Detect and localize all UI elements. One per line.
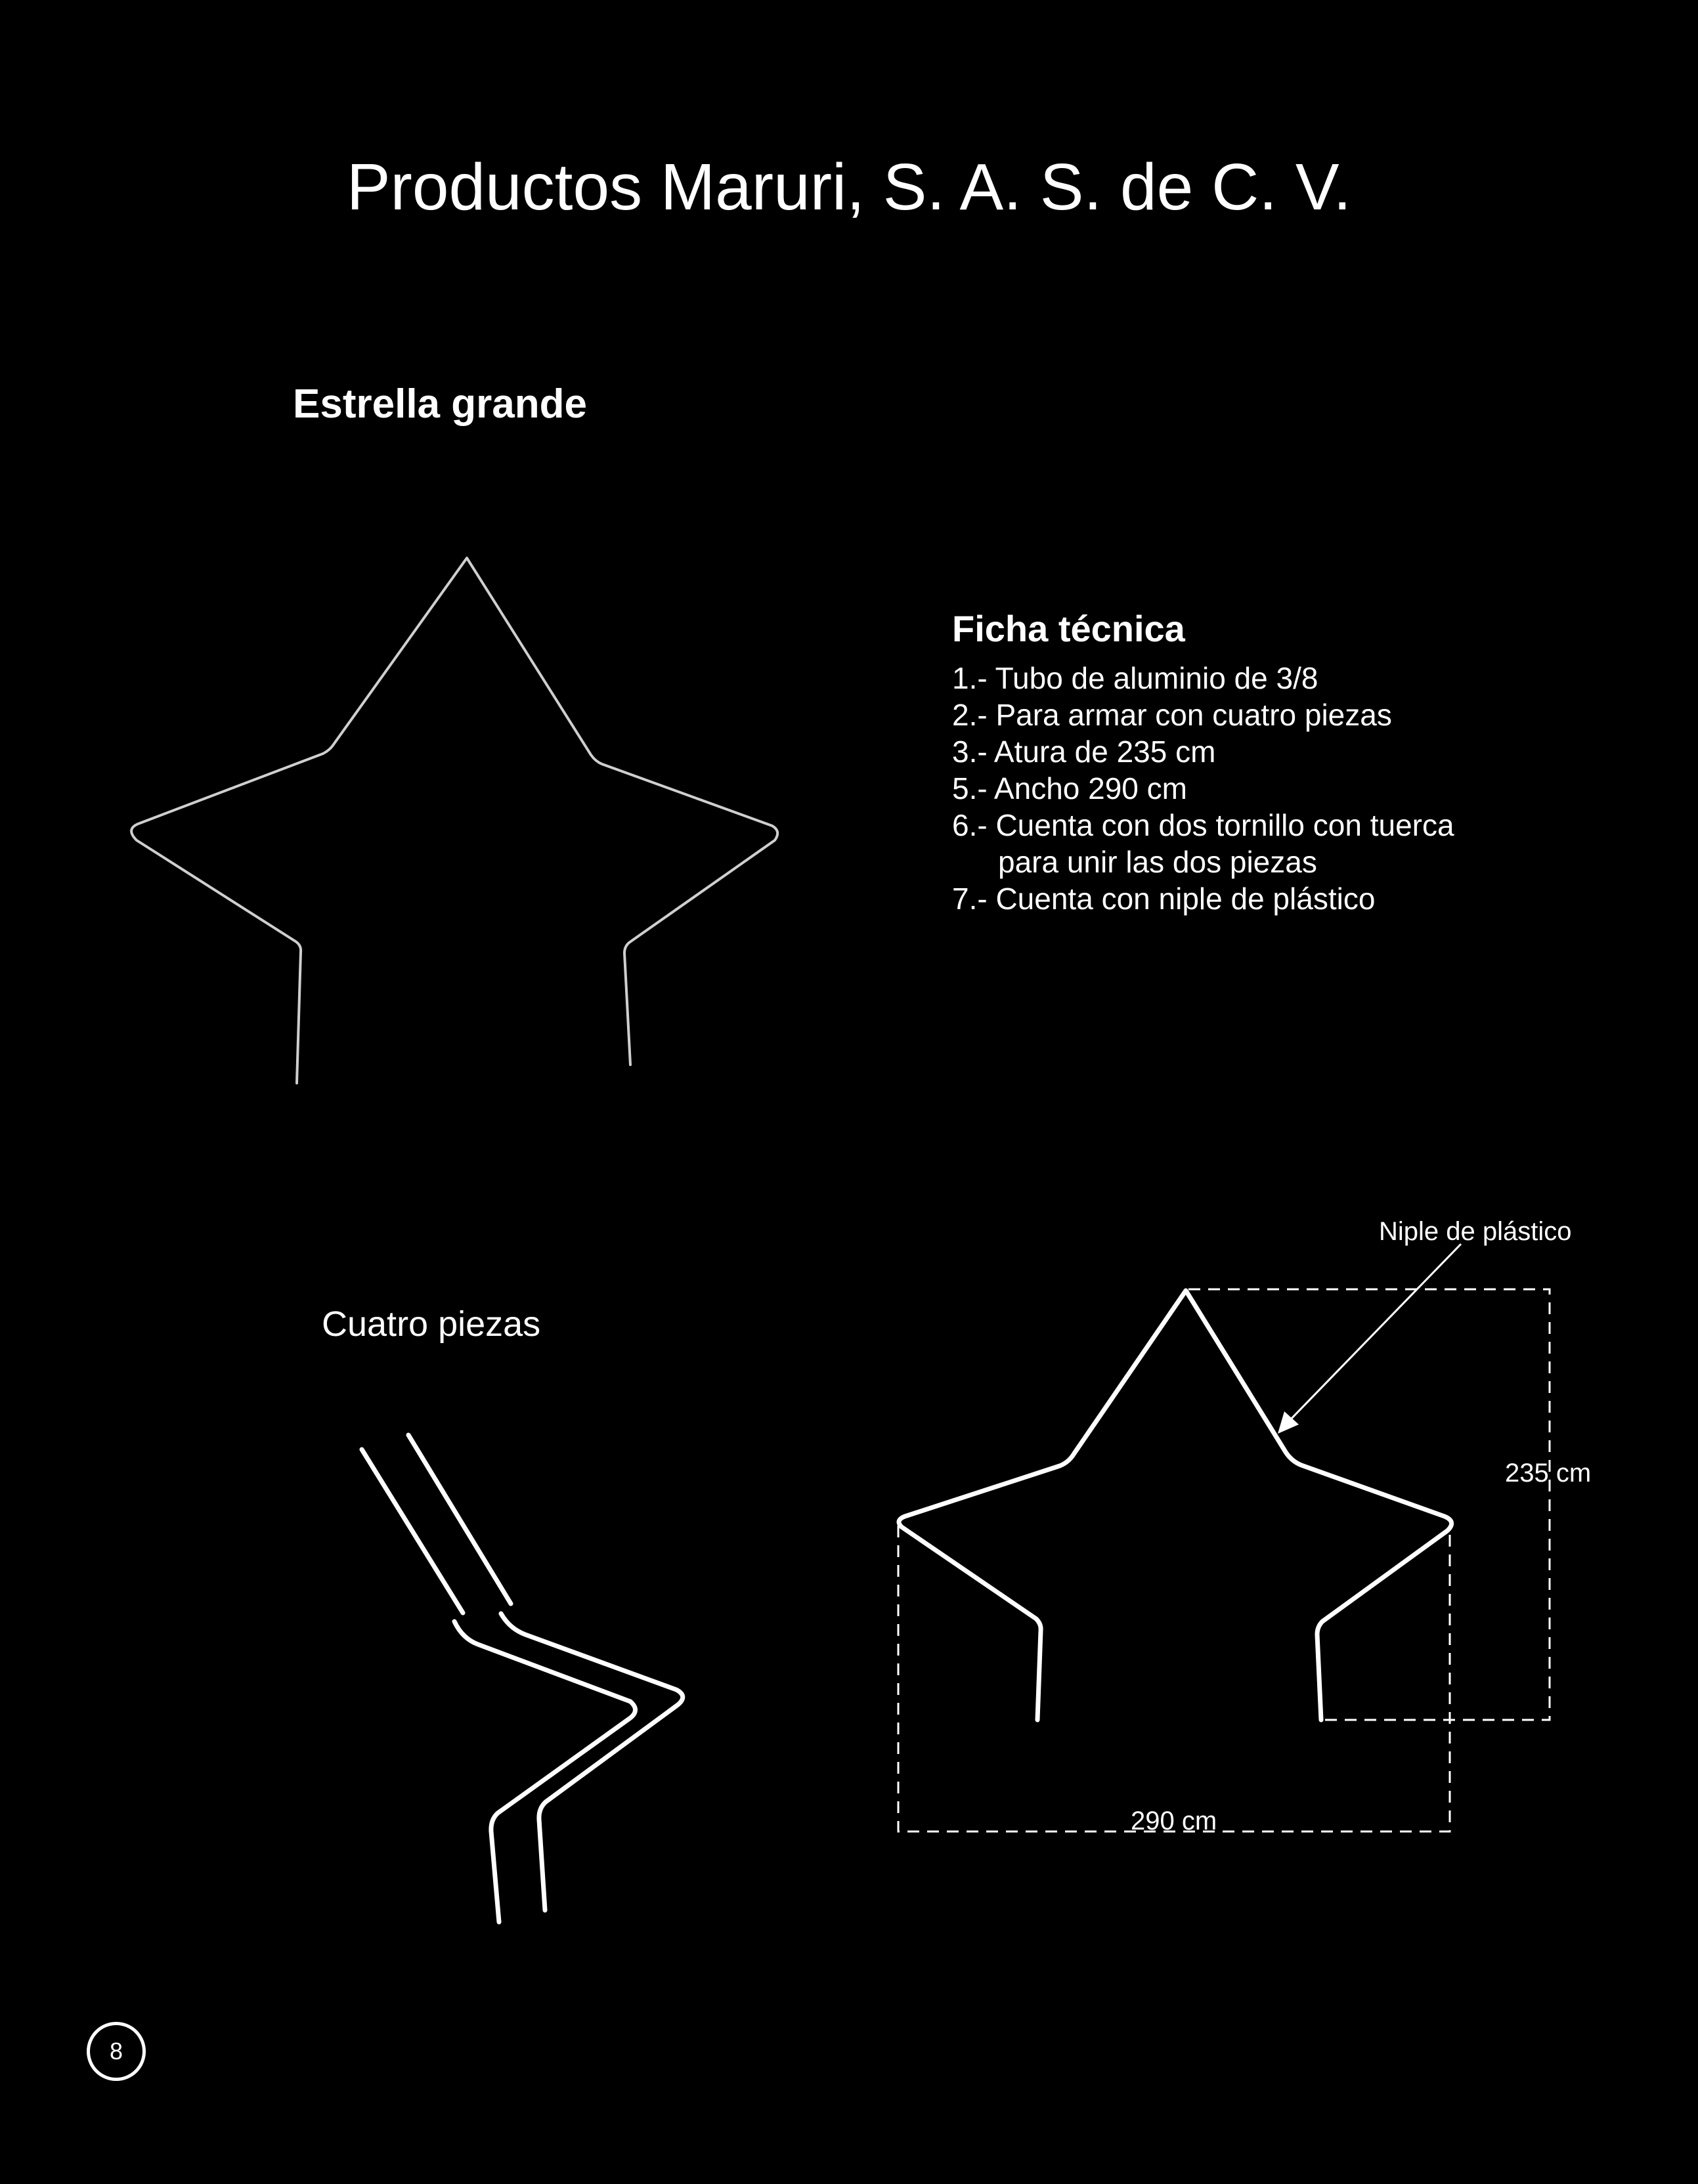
height-dimension-label: 235 cm: [1505, 1459, 1592, 1488]
four-pieces-drawing: [362, 1435, 683, 1922]
spec-item: 6.- Cuenta con dos tornillo con tuerca: [952, 808, 1454, 842]
company-title: Productos Maruri, S. A. S. de C. V.: [346, 150, 1352, 224]
page-number-badge: 8: [87, 2022, 146, 2081]
niple-label: Niple de plástico: [1379, 1217, 1572, 1246]
pieces-label: Cuatro piezas: [322, 1304, 541, 1344]
star-outline-dimensioned: [899, 1291, 1452, 1720]
spec-item: 7.- Cuenta con niple de plástico: [952, 882, 1376, 916]
piece-2: [408, 1435, 511, 1604]
star-outline-top: [131, 558, 777, 1083]
product-title: Estrella grande: [293, 381, 587, 427]
spec-item: 2.- Para armar con cuatro piezas: [952, 698, 1392, 732]
width-dimension-label: 290 cm: [1131, 1807, 1217, 1835]
width-dimension-box: [898, 1526, 1450, 1831]
spec-item: 3.- Atura de 235 cm: [952, 735, 1216, 769]
spec-sheet-heading: Ficha técnica: [952, 608, 1185, 649]
niple-arrow: [1278, 1244, 1461, 1434]
piece-1: [362, 1449, 463, 1613]
spec-item-continuation: para unir las dos piezas: [998, 845, 1317, 879]
spec-item: 1.- Tubo de aluminio de 3/8: [952, 661, 1318, 695]
height-dimension-box: [1188, 1289, 1550, 1720]
spec-item: 5.- Ancho 290 cm: [952, 771, 1187, 805]
piece-4: [501, 1614, 683, 1910]
